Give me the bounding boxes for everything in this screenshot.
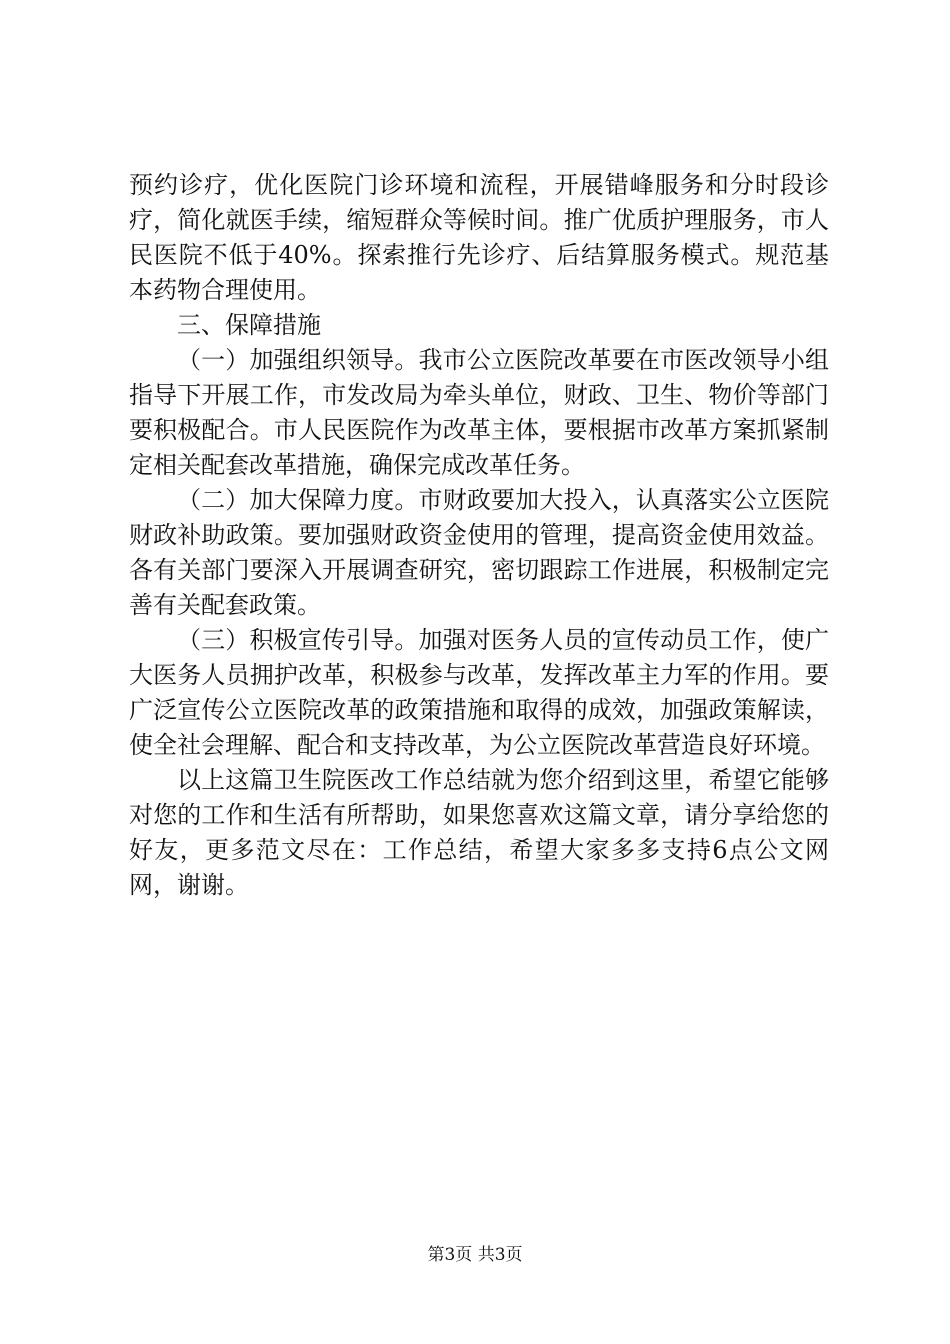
paragraph-funding: （二）加大保障力度。市财政要加大投入，认真落实公立医院财政补助政策。要加强财政资金使用的管理，提高资金使用效益。各有关部门要深入开展调查研究，密切跟踪工作进展，积极制定完善有关配套政策。 xyxy=(129,486,829,619)
paragraph-publicity: （三）积极宣传引导。加强对医务人员的宣传动员工作，使广大医务人员拥护改革，积极参与改革，发挥改革主力军的作用。要广泛宣传公立医院改革的政策措施和取得的成效，加强政策解读，使全社会理解、配合和支持改革，为公立医院改革营造良好环境。 xyxy=(129,626,829,759)
paragraph-closing: 以上这篇卫生院医改工作总结就为您介绍到这里，希望它能够对您的工作和生活有所帮助，如果您喜欢这篇文章，请分享给您的好友，更多范文尽在：工作总结，希望大家多多支持6点公文网网，谢谢。 xyxy=(129,766,829,899)
paragraph-organization: （一）加强组织领导。我市公立医院改革要在市医改领导小组指导下开展工作，市发改局为牵头单位，财政、卫生、物价等部门要积极配合。市人民医院作为改革主体，要根据市改革方案抓紧制定相关配套改革措施，确保完成改革任务。 xyxy=(129,346,829,479)
document-body xyxy=(129,168,829,903)
page-footer: 第3页 共3页 xyxy=(427,1245,523,1265)
paragraph-continuation: 预约诊疗，优化医院门诊环境和流程，开展错峰服务和分时段诊疗，简化就医手续，缩短群众等候时间。推广优质护理服务，市人民医院不低于40%。探索推行先诊疗、后结算服务模式。规范基本药物合理使用。 xyxy=(129,171,829,304)
section-heading-safeguards: 三、保障措施 xyxy=(177,311,321,339)
